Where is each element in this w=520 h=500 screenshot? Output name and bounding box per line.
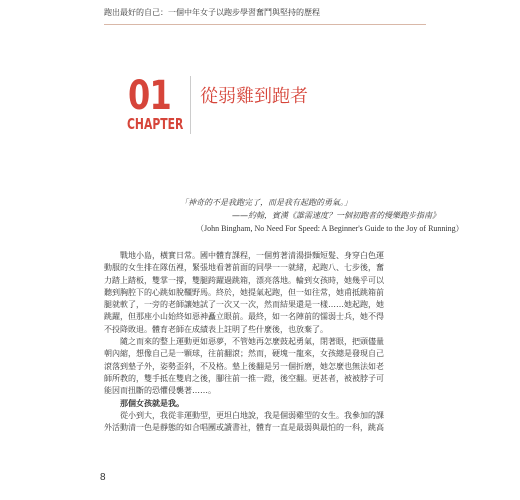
body-line: 力踏上踏板，雙掌一撐，雙腿跨躍過跳箱，漂亮落地。輪到女孩時，她幾乎可以 bbox=[104, 275, 384, 285]
body-line: 那個女孩就是我。 bbox=[120, 398, 184, 408]
epigraph bbox=[180, 196, 464, 235]
body-line: 滾落到墊子外，姿勢歪斜，不及格。墊上後翻是另一個折磨，她怎麼也無法如老 bbox=[104, 361, 384, 371]
epigraph-source-english: （John Bingham, No Need For Speed: A Beginner's Guide to the Joy of Running） bbox=[196, 224, 464, 233]
body-line: 隨之而來的整上運動更如惡夢，不管她再怎麼鼓起勇氣，閉著眼，把頭儘量 bbox=[120, 337, 384, 347]
body-line: 師所教的，雙手抵在雙肩之後，腳往前一推一蹬，後空翻。更甚者，被被脖子可 bbox=[104, 373, 384, 383]
epigraph-quote: 「神奇的不是我跑完了，而是我有起跑的勇氣。」 bbox=[180, 198, 352, 207]
body-line: 腿就軟了，一旁的老師讓她試了一次又一次，然而結果還是一樣……她起跑，她 bbox=[104, 300, 384, 310]
body-line: 朝內縮，想像自己是一顆球，往前翻滾；然而，硬塊一龍來，女孩總是發現自己 bbox=[104, 349, 384, 359]
body-line: 聽到胸腔下的心跳如脫韁野馬。終於，她提氣起跑，但一如往常，她甫抵跳箱前 bbox=[104, 287, 384, 297]
body-line: 能因而扭斷的恐懼侵襲著……。 bbox=[104, 386, 216, 396]
body-line: 跳躍，但那座小山始終如惡神矗立眼前。最終，如一名陣前的懦弱士兵，她不得 bbox=[104, 312, 384, 322]
body-text bbox=[104, 250, 430, 434]
body-line: 戰地小島，橫實日常。國中體育課程，一個剪著清湯掛麵短髮、身穿白色運 bbox=[120, 251, 384, 260]
body-line: 不投降敗退。體育老師在成績表上註明了些什麼後，也放棄了。 bbox=[104, 324, 328, 334]
chapter-divider bbox=[190, 76, 191, 134]
page-number: 8 bbox=[100, 472, 106, 483]
body-line: 從小到大，我從非運動型，更坦白地說，我是個弱雞型的女生。我參加的課 bbox=[120, 410, 384, 420]
chapter-number: 01 bbox=[128, 73, 171, 119]
running-header: 跑出最好的自己：一個中年女子以跑步學習奮鬥與堅持的歷程 bbox=[104, 8, 320, 17]
header-rule bbox=[104, 24, 426, 25]
epigraph-source-chinese: ——約翰，賓漢《誰需速度？一個初跑者的慢樂跑步指南》 bbox=[232, 211, 440, 220]
body-line: 動服的女生排在隊伍裡，緊張地看著前面的同學一一就緒，起跑八、七步後，奮 bbox=[104, 263, 384, 273]
chapter-heading bbox=[104, 73, 426, 136]
chapter-title: 從弱雞到跑者 bbox=[200, 86, 308, 107]
chapter-label: CHAPTER bbox=[127, 115, 184, 133]
body-line: 外活動清一色是靜態的如合唱團或讀書社，體育一直是最弱與最怕的一科，跳高 bbox=[104, 423, 384, 433]
